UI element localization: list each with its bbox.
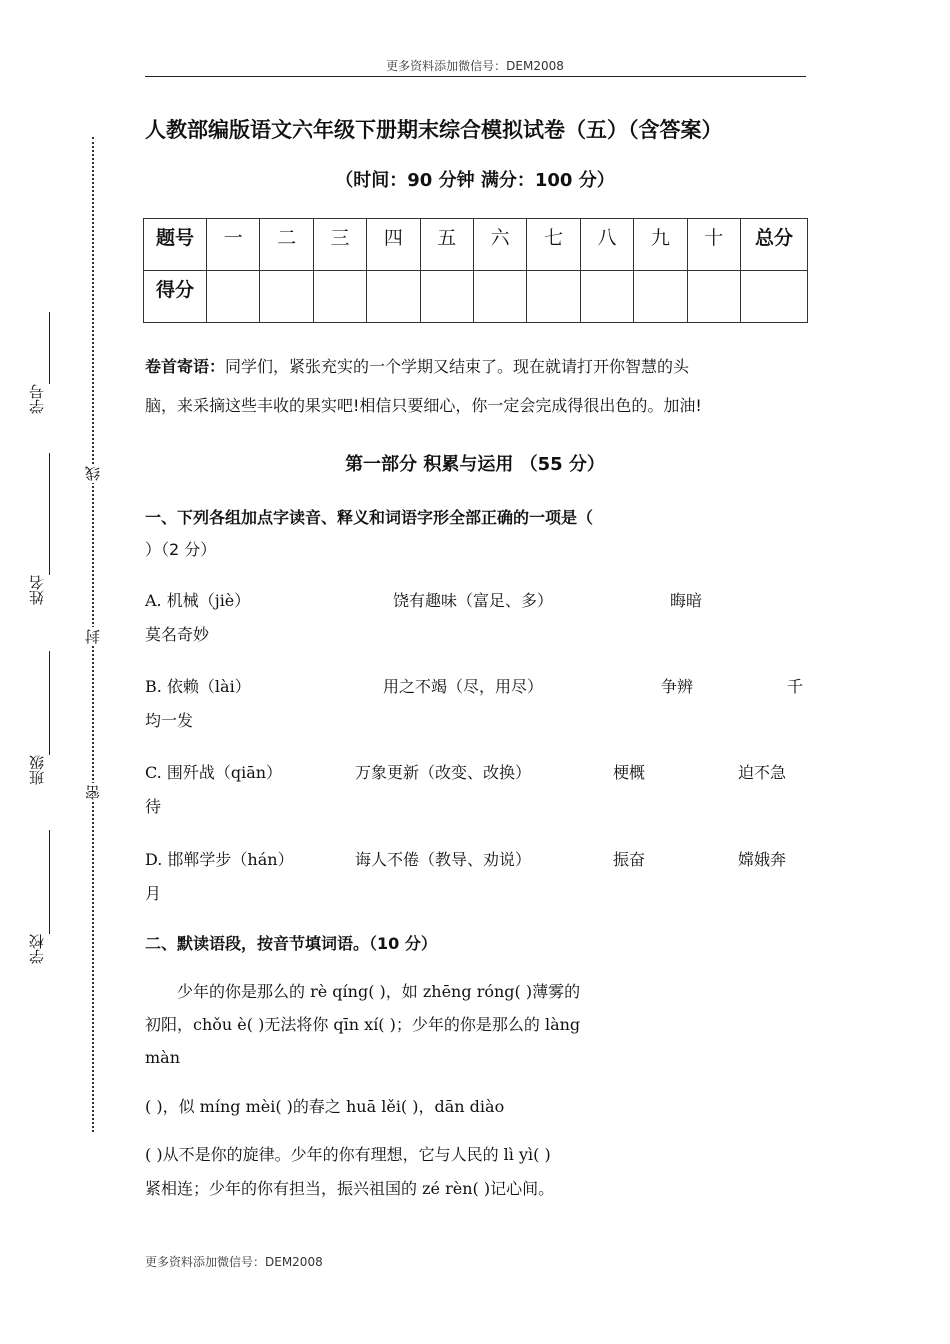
class-blank	[49, 651, 50, 755]
header-cell: 七	[527, 219, 580, 271]
option-b-continued: 均一发	[145, 711, 194, 730]
header-cell: 九	[634, 219, 687, 271]
student-name-blank	[49, 453, 50, 575]
score-cell	[741, 271, 808, 323]
q2-line-2: 初阳，chǒu è( )无法将你 qīn xí( )；少年的你是那么的 làng	[145, 1015, 581, 1034]
header-cell: 五	[420, 219, 473, 271]
score-cell	[420, 271, 473, 323]
part-one-title: 第一部分 积累与运用 （55 分）	[345, 454, 605, 475]
school-label: 学校	[28, 934, 46, 964]
header-cell: 四	[367, 219, 420, 271]
score-table-header-row	[144, 219, 808, 271]
foreword-line-2: 脑，来采摘这些丰收的果实吧!相信只要细心，你一定会完成得很出色的。加油!	[145, 396, 702, 415]
seal-mark-xian: 线	[84, 466, 102, 481]
student-name-label: 姓名	[28, 575, 46, 605]
option-c-word: C. 围歼战（qiān）	[145, 763, 283, 782]
foreword-line-1: 同学们，紧张充实的一个学期又结束了。现在就请打开你智慧的头	[225, 357, 690, 376]
school-field	[26, 830, 56, 968]
option-a	[145, 584, 807, 654]
option-c-last: 迫不急	[738, 763, 787, 782]
score-cell	[634, 271, 687, 323]
exam-title: 人教部编版语文六年级下册期末综合模拟试卷（五）（含答案）	[145, 118, 723, 142]
option-d-idiom: 诲人不倦（教导、劝说）	[355, 850, 532, 869]
q2-line-5: ( )从不是你的旋律。少年的你有理想，它与人民的 lì yì( )	[145, 1145, 551, 1164]
score-cell	[260, 271, 313, 323]
option-b	[145, 670, 807, 740]
page-footer: 更多资料添加微信号：DEM2008	[145, 1255, 323, 1269]
question-1-line-1: 一、下列各组加点字读音、释义和词语字形全部正确的一项是（	[145, 508, 594, 527]
score-cell	[687, 271, 740, 323]
student-name-field	[26, 453, 56, 611]
option-d-word: D. 邯郸学步（hán）	[145, 850, 294, 869]
header-cell: 三	[313, 219, 366, 271]
header-cell: 十	[687, 219, 740, 271]
option-b-term: 争辨	[661, 677, 694, 696]
score-cell	[580, 271, 633, 323]
score-row-label: 得分	[144, 271, 207, 323]
score-cell	[207, 271, 260, 323]
question-1-title	[145, 502, 593, 566]
option-d-continued: 月	[145, 884, 162, 903]
class-label: 班级	[28, 755, 46, 785]
header-cell: 一	[207, 219, 260, 271]
score-cell	[313, 271, 366, 323]
option-c-term: 梗概	[613, 763, 646, 782]
student-id-blank	[49, 312, 50, 384]
q2-line-3: màn	[145, 1048, 181, 1067]
score-table	[143, 218, 808, 323]
exam-subtitle: （时间：90 分钟 满分：100 分）	[335, 170, 615, 191]
option-d	[145, 843, 807, 913]
header-cell: 二	[260, 219, 313, 271]
option-d-last: 嫦娥奔	[738, 850, 787, 869]
foreword	[145, 347, 807, 425]
seal-mark-feng: 封	[84, 629, 102, 644]
header-rule	[145, 76, 806, 77]
student-id-field	[26, 312, 56, 418]
header-cell: 总分	[741, 219, 808, 271]
option-a-word: A. 机械（jiè）	[145, 591, 251, 610]
school-blank	[49, 830, 50, 934]
score-cell	[527, 271, 580, 323]
q2-line-6: 紧相连；少年的你有担当，振兴祖国的 zé rèn( )记心间。	[145, 1179, 555, 1198]
option-a-idiom: 饶有趣味（富足、多）	[393, 591, 554, 610]
option-b-word: B. 依赖（lài）	[145, 677, 251, 696]
seal-mark-mi: 密	[84, 785, 102, 800]
question-2-title: 二、默读语段，按音节填词语。（10 分）	[145, 934, 437, 953]
q2-line-4: ( )，似 míng mèi( )的春之 huā lěi( )，dān diào	[145, 1097, 505, 1116]
option-c-idiom: 万象更新（改变、改换）	[355, 763, 532, 782]
header-cell: 八	[580, 219, 633, 271]
option-b-idiom: 用之不竭（尽，用尽）	[383, 677, 544, 696]
header-cell: 六	[473, 219, 526, 271]
option-d-term: 振奋	[613, 850, 646, 869]
option-a-continued: 莫名奇妙	[145, 625, 210, 644]
option-c	[145, 756, 807, 826]
score-cell	[367, 271, 420, 323]
option-b-last: 千	[787, 677, 804, 696]
score-cell	[473, 271, 526, 323]
class-field	[26, 651, 56, 791]
foreword-label: 卷首寄语：	[145, 357, 226, 376]
option-a-term: 晦暗	[670, 591, 703, 610]
header-cell: 题号	[144, 219, 207, 271]
question-1-line-2: ）（2 分）	[145, 540, 217, 559]
student-id-label: 学号	[28, 384, 46, 414]
option-c-continued: 待	[145, 797, 162, 816]
q2-line-1: 少年的你是那么的 rè qíng( )，如 zhēng róng( )薄雾的	[145, 982, 581, 1001]
page-header: 更多资料添加微信号：DEM2008	[386, 59, 564, 73]
score-table-score-row	[144, 271, 808, 323]
